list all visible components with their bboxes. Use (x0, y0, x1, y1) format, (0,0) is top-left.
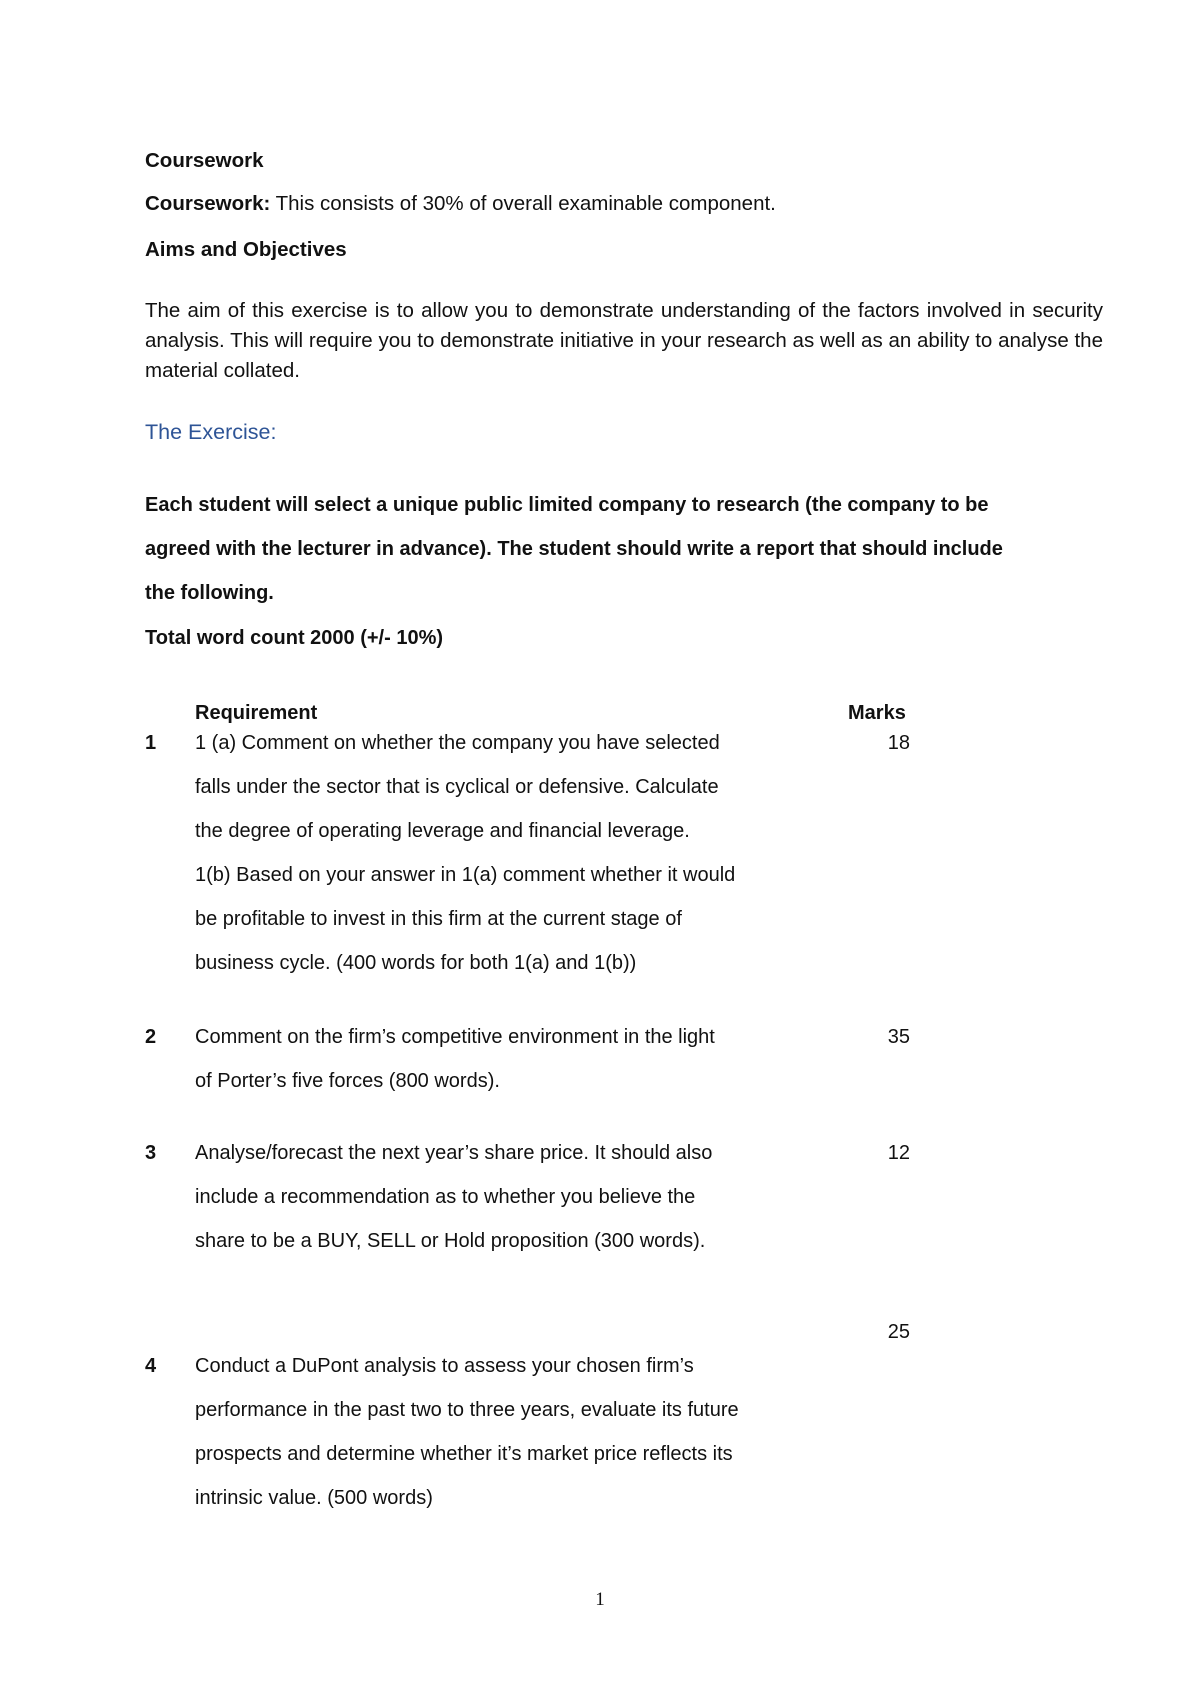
requirement-line: Conduct a DuPont analysis to assess your chosen firm’s (195, 1355, 694, 1377)
column-header-requirement: Requirement (195, 702, 318, 724)
requirement-line: be profitable to invest in this firm at the current stage of (195, 908, 682, 930)
coursework-label: Coursework: (145, 192, 271, 215)
requirement-line: business cycle. (400 words for both 1(a) and 1(b)) (195, 952, 637, 974)
requirement-number: 3 (145, 1142, 157, 1164)
requirement-marks: 18 (887, 732, 910, 754)
requirement-marks: 35 (887, 1026, 910, 1048)
column-header-marks: Marks (848, 702, 906, 724)
document-heading: Coursework (145, 149, 264, 172)
requirement-line: the degree of operating leverage and financial leverage. (195, 820, 690, 842)
intro-line: the following. (145, 582, 274, 604)
requirement-line: prospects and determine whether it’s market price reflects its (195, 1443, 733, 1465)
requirement-line: Analyse/forecast the next year’s share price. It should also (195, 1142, 713, 1164)
requirement-marks: 12 (887, 1142, 910, 1164)
intro-line: Each student will select a unique public limited company to research (the company to be (145, 494, 989, 516)
requirement-number: 4 (145, 1355, 157, 1377)
aims-heading: Aims and Objectives (145, 238, 347, 261)
page-number: 1 (595, 1589, 605, 1610)
requirement-line: performance in the past two to three years, evaluate its future (195, 1399, 739, 1421)
requirement-number: 1 (145, 732, 157, 754)
requirement-line: Comment on the firm’s competitive environment in the light (195, 1026, 715, 1048)
coursework-weighting (145, 192, 776, 216)
requirement-line: share to be a BUY, SELL or Hold proposition (300 words). (195, 1230, 706, 1252)
coursework-text: This consists of 30% of overall examinable component. (270, 192, 776, 215)
requirement-line: falls under the sector that is cyclical or defensive. Calculate (195, 776, 719, 798)
requirement-line: 1 (a) Comment on whether the company you have selected (195, 732, 720, 754)
requirement-line: intrinsic value. (500 words) (195, 1487, 433, 1509)
exercise-heading: The Exercise: (145, 420, 277, 444)
requirement-line: 1(b) Based on your answer in 1(a) comment whether it would (195, 864, 736, 886)
requirement-marks: 25 (887, 1321, 910, 1343)
requirement-line: include a recommendation as to whether you believe the (195, 1186, 696, 1208)
aim-paragraph: The aim of this exercise is to allow you to demonstrate understanding of the factors involved in security analysis. This will require you to demonstrate initiative in your research as well as an ability to analyse the material collated. (145, 299, 1103, 382)
requirement-line: of Porter’s five forces (800 words). (195, 1070, 500, 1092)
total-word-count: Total word count 2000 (+/- 10%) (145, 627, 444, 649)
intro-line: agreed with the lecturer in advance). The student should write a report that should include (145, 538, 1003, 560)
requirement-number: 2 (145, 1026, 157, 1048)
